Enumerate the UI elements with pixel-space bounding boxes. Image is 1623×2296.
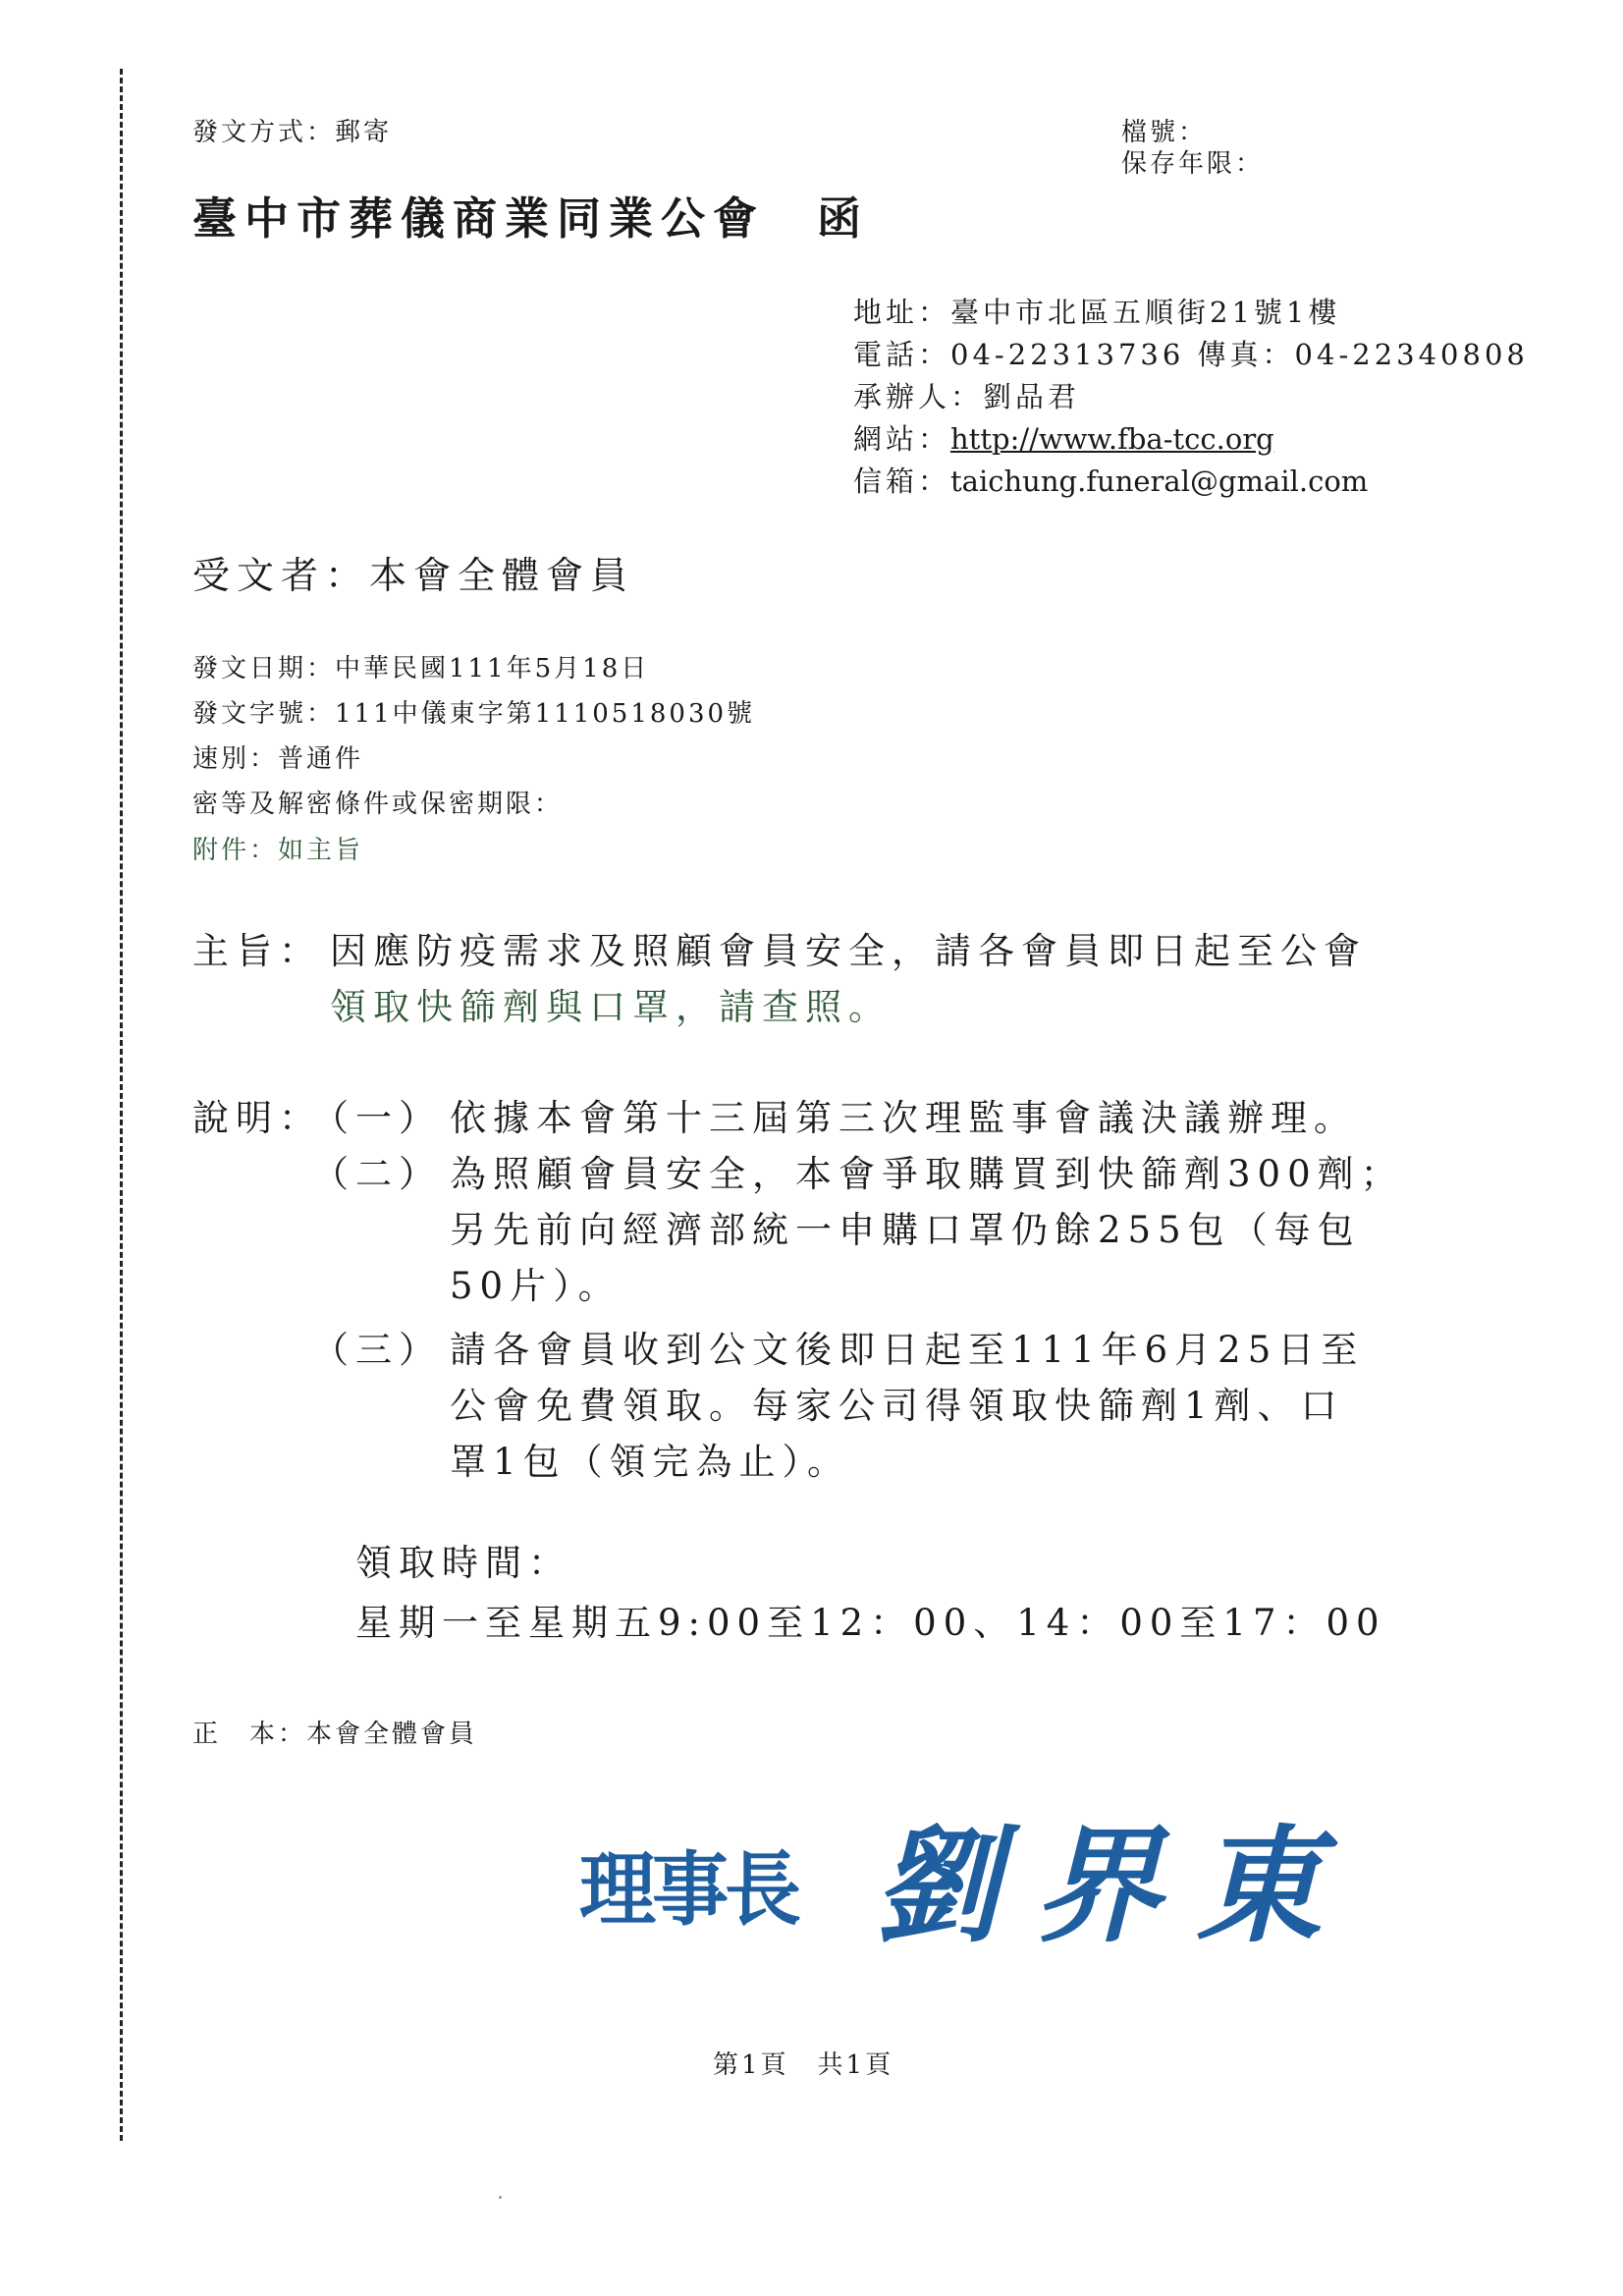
- item-3-number: （三）: [312, 1329, 442, 1371]
- subject-line-2: 領取快篩劑與口罩，請查照。: [330, 986, 892, 1028]
- document-title: 臺中市葬儀商業同業公會 函: [192, 192, 870, 245]
- file-number: 檔號：: [1121, 118, 1208, 147]
- explanation-label: 說明：: [192, 1097, 322, 1139]
- contact-website: [853, 417, 1274, 458]
- explanation: [192, 1090, 1459, 1503]
- delivery-speed: 速別：普通件: [192, 744, 364, 774]
- item-3-line-1: 請各會員收到公文後即日起至111年6月25日至: [450, 1329, 1365, 1371]
- phone-label: 電話：: [853, 338, 951, 371]
- binding-cut-line: [120, 69, 123, 2141]
- phone-number: 04-22313736: [950, 338, 1185, 371]
- item-3-line-3: 罩1包（領完為止）。: [450, 1441, 851, 1483]
- item-2-number: （二）: [312, 1153, 442, 1195]
- scan-speck: [499, 2196, 502, 2199]
- page-number: 第1頁 共1頁: [713, 2050, 894, 2080]
- contact-address: 地址：臺中市北區五順街21號1樓: [853, 296, 1341, 329]
- document-number: 發文字號：111中儀東字第1110518030號: [192, 699, 756, 729]
- item-2-line-1: 為照顧會員安全，本會爭取購買到快篩劑300劑；: [450, 1153, 1404, 1195]
- subject: [192, 923, 1459, 1041]
- email-address: taichung.funeral@gmail.com: [950, 465, 1369, 498]
- signature-title: 理事長: [579, 1843, 798, 1938]
- attachment: 附件：如主旨: [192, 836, 364, 865]
- contact-email: [853, 460, 1368, 500]
- website-link[interactable]: http://www.fba-tcc.org: [950, 422, 1274, 456]
- email-label: 信箱：: [853, 465, 951, 498]
- subject-line-1: 因應防疫需求及照顧會員安全，請各會員即日起至公會: [330, 930, 1367, 972]
- signature-name: 劉界東: [874, 1813, 1358, 1960]
- recipient: 受文者：本會全體會員: [192, 554, 635, 597]
- item-2-line-2: 另先前向經濟部統一申購口罩仍餘255包（每包: [450, 1209, 1361, 1251]
- pickup-time-value: 星期一至星期五9:00至12：00、14：00至17：00: [355, 1602, 1386, 1644]
- fax-label: 傳真：: [1184, 338, 1295, 371]
- website-label: 網站：: [853, 422, 951, 456]
- security-level: 密等及解密條件或保密期限：: [192, 790, 564, 819]
- issue-date: 發文日期：中華民國111年5月18日: [192, 654, 650, 683]
- retention-period: 保存年限：: [1121, 149, 1265, 179]
- contact-phone-fax: [853, 333, 1529, 373]
- copy-to: 正 本：本會全體會員: [192, 1720, 478, 1749]
- item-1-number: （一）: [312, 1097, 442, 1139]
- item-3-line-2: 公會免費領取。每家公司得領取快篩劑1劑、口: [450, 1385, 1344, 1427]
- fax-number: 04-22340808: [1294, 338, 1529, 371]
- item-2-line-3: 50片）。: [450, 1265, 622, 1307]
- subject-label: 主旨：: [192, 930, 322, 972]
- contact-handler: 承辦人：劉品君: [853, 380, 1081, 413]
- item-1-line-1: 依據本會第十三屆第三次理監事會議決議辦理。: [450, 1097, 1357, 1139]
- send-method: 發文方式：郵寄: [192, 118, 393, 147]
- pickup-time-label: 領取時間：: [355, 1542, 571, 1584]
